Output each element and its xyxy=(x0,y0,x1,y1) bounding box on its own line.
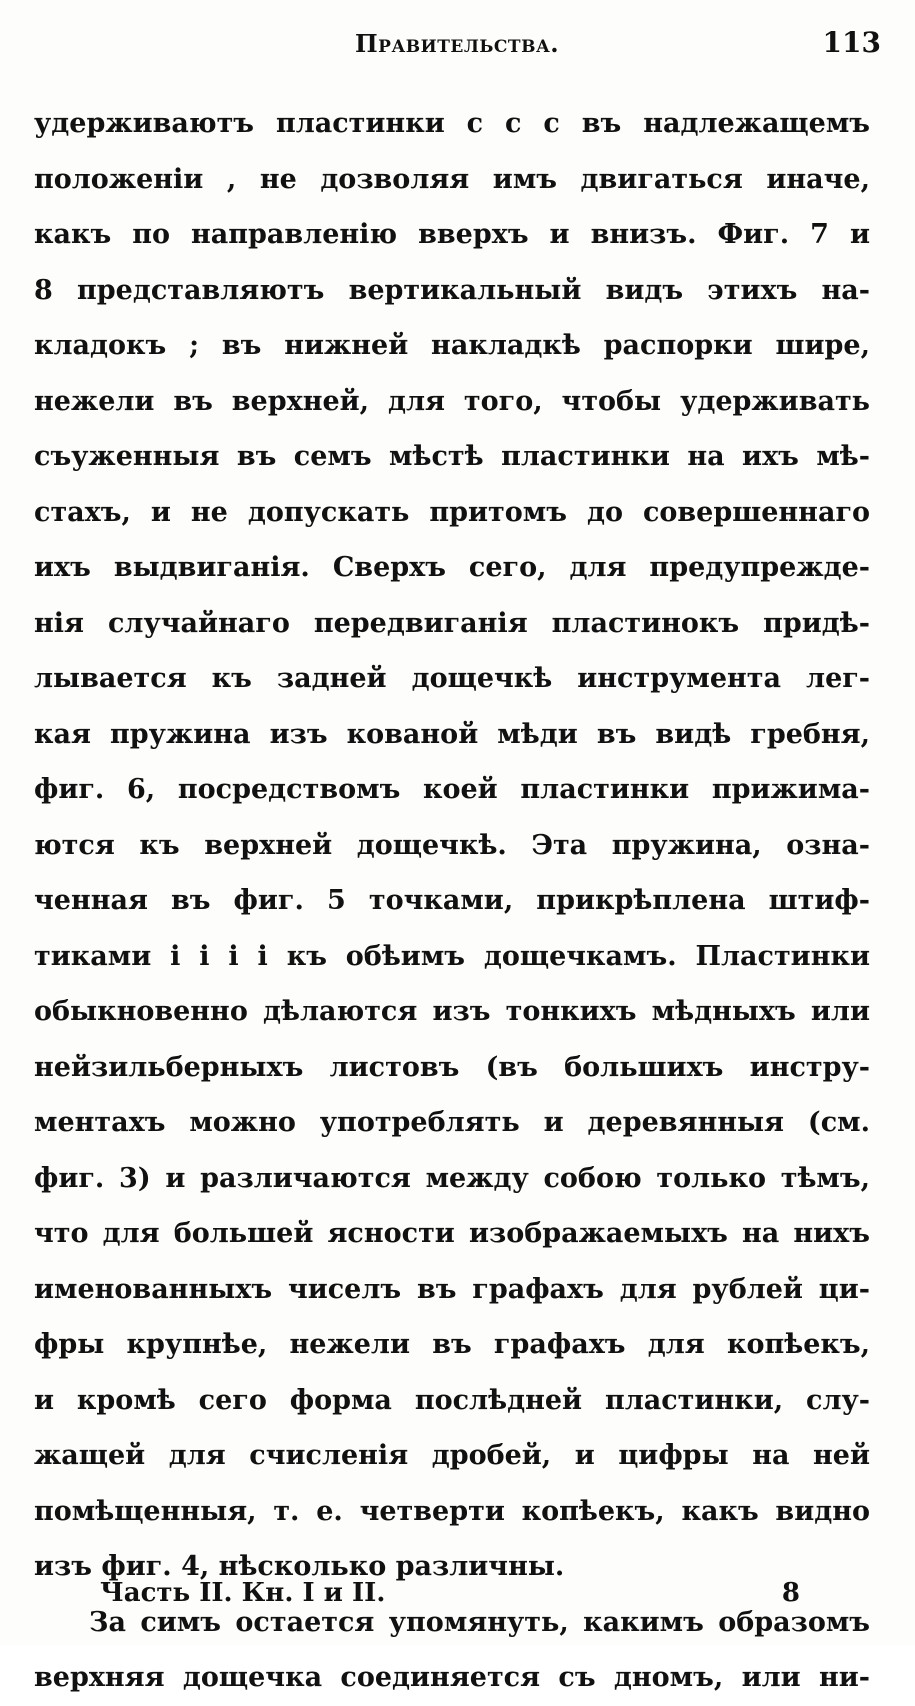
text-line: съуженныя въ семъ мѣстѣ пластинки на ихъ мѣ- xyxy=(34,441,870,472)
text-line: фры крупнѣе, нежели въ графахъ для копѣекъ, xyxy=(34,1329,870,1360)
page-footer xyxy=(100,1578,800,1608)
page-header xyxy=(355,26,881,66)
text-line: удерживаютъ пластинки с с с въ надлежащемъ xyxy=(34,108,870,139)
text-line: кладокъ ; въ нижней накладкѣ распорки шире, xyxy=(34,330,870,361)
text-line: ются къ верхней дощечкѣ. Эта пружина, озна- xyxy=(34,829,870,861)
sheet-mark: 8 xyxy=(781,1578,800,1608)
text-line: что для большей ясности изображаемыхъ на нихъ xyxy=(34,1218,870,1249)
text-line: лывается къ задней дощечкѣ инструмента лег- xyxy=(34,663,870,694)
text-line: фиг. 3) и различаются между собою только тѣмъ, xyxy=(34,1162,870,1194)
text-line: верхняя дощечка соединяется съ дномъ, или ни- xyxy=(34,1662,870,1693)
text-line: 8 представляютъ вертикальный видъ этихъ на- xyxy=(34,274,870,306)
text-line: нейзильберныхъ листовъ (въ большихъ инстру- xyxy=(34,1051,870,1083)
text-line: именованныхъ чиселъ въ графахъ для рублей ци- xyxy=(34,1273,870,1305)
text-line: ментахъ можно употреблять и деревянныя (см. xyxy=(34,1107,870,1138)
paragraph xyxy=(34,1595,870,1706)
text-line: помѣщенныя, т. е. четверти копѣекъ, какъ видно xyxy=(34,1495,870,1527)
text-line: кая пружина изъ кованой мѣди въ видѣ гребня, xyxy=(34,718,870,750)
text-line: обыкновенно дѣлаются изъ тонкихъ мѣдныхъ или xyxy=(34,996,870,1027)
text-line: жащей для счисленія дробей, и цифры на ней xyxy=(34,1440,870,1471)
text-line: и кромѣ сего форма послѣдней пластинки, слу- xyxy=(34,1384,870,1416)
text-line: ченная въ фиг. 5 точками, прикрѣплена штиф- xyxy=(34,885,870,916)
text-line: какъ по направленію вверхъ и внизъ. Фиг. 7 и xyxy=(34,219,870,250)
paragraph xyxy=(34,96,870,1595)
text-line: нежели въ верхней, для того, чтобы удерживать xyxy=(34,385,870,417)
text-line: изъ фиг. 4, нѣсколько различны. xyxy=(34,1551,565,1582)
page-number: 113 xyxy=(822,26,881,59)
footer-signature: Часть II. Кн. I и II. xyxy=(100,1578,386,1608)
text-line: фиг. 6, посредствомъ коей пластинки прижима- xyxy=(34,774,870,805)
text-line: тиками і і і і къ обѣимъ дощечкамъ. Пластинки xyxy=(34,940,870,972)
text-line: ихъ выдвиганія. Сверхъ сего, для предупрежде- xyxy=(34,552,870,583)
body-text xyxy=(34,96,870,1706)
text-line: положеніи , не дозволяя имъ двигаться иначе, xyxy=(34,163,870,195)
running-title: Правительства. xyxy=(355,29,560,58)
text-line: стахъ, и не допускать притомъ до совершеннаго xyxy=(34,496,870,528)
text-line: нія случайнаго передвиганія пластинокъ придѣ- xyxy=(34,607,870,639)
text-line: За симъ остается упомянуть, какимъ образомъ xyxy=(89,1606,870,1638)
